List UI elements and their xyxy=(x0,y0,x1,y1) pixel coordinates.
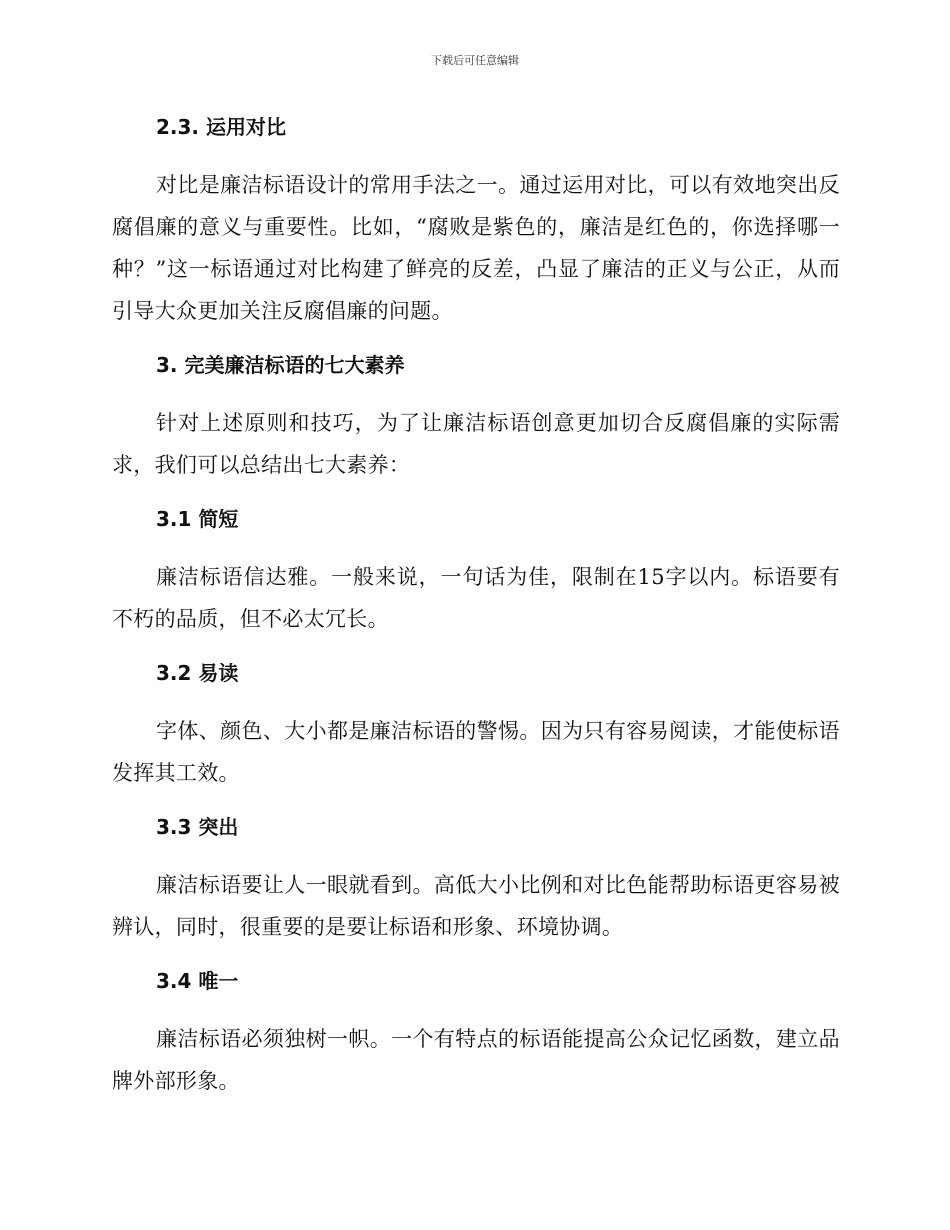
section-paragraph-2-3: 对比是廉洁标语设计的常用手法之一。通过运用对比，可以有效地突出反腐倡廉的意义与重要性。比如，“腐败是紫色的，廉洁是红色的，你选择哪一种？”这一标语通过对比构建了鲜亮的反差，凸显了廉洁的正义与公正，从而引导大众更加关注反腐倡廉的问题。 xyxy=(112,173,840,323)
section-heading-3-3: 3.3 突出 xyxy=(156,815,239,839)
section-paragraph-3: 针对上述原则和技巧，为了让廉洁标语创意更加切合反腐倡廉的实际需求，我们可以总结出七大素养： xyxy=(112,411,840,477)
document-body xyxy=(112,110,840,1118)
section-paragraph-3-4: 廉洁标语必须独树一帜。一个有特点的标语能提高公众记忆函数，建立品牌外部形象。 xyxy=(112,1027,840,1093)
section-heading-3-4: 3.4 唯一 xyxy=(156,969,239,993)
page-header: 下载后可任意编辑 xyxy=(431,54,519,67)
section-heading-3: 3. 完美廉洁标语的七大素养 xyxy=(156,353,405,377)
section-paragraph-3-2: 字体、颜色、大小都是廉洁标语的警惕。因为只有容易阅读，才能使标语发挥其工效。 xyxy=(112,719,840,785)
section-heading-3-2: 3.2 易读 xyxy=(156,661,239,685)
section-paragraph-3-1: 廉洁标语信达雅。一般来说，一句话为佳，限制在15字以内。标语要有不朽的品质，但不必太冗长。 xyxy=(112,565,840,631)
section-heading-3-1: 3.1 简短 xyxy=(156,507,239,531)
section-paragraph-3-3: 廉洁标语要让人一眼就看到。高低大小比例和对比色能帮助标语更容易被辨认，同时，很重要的是要让标语和形象、环境协调。 xyxy=(112,873,840,939)
section-heading-2-3: 2.3. 运用对比 xyxy=(156,115,286,139)
